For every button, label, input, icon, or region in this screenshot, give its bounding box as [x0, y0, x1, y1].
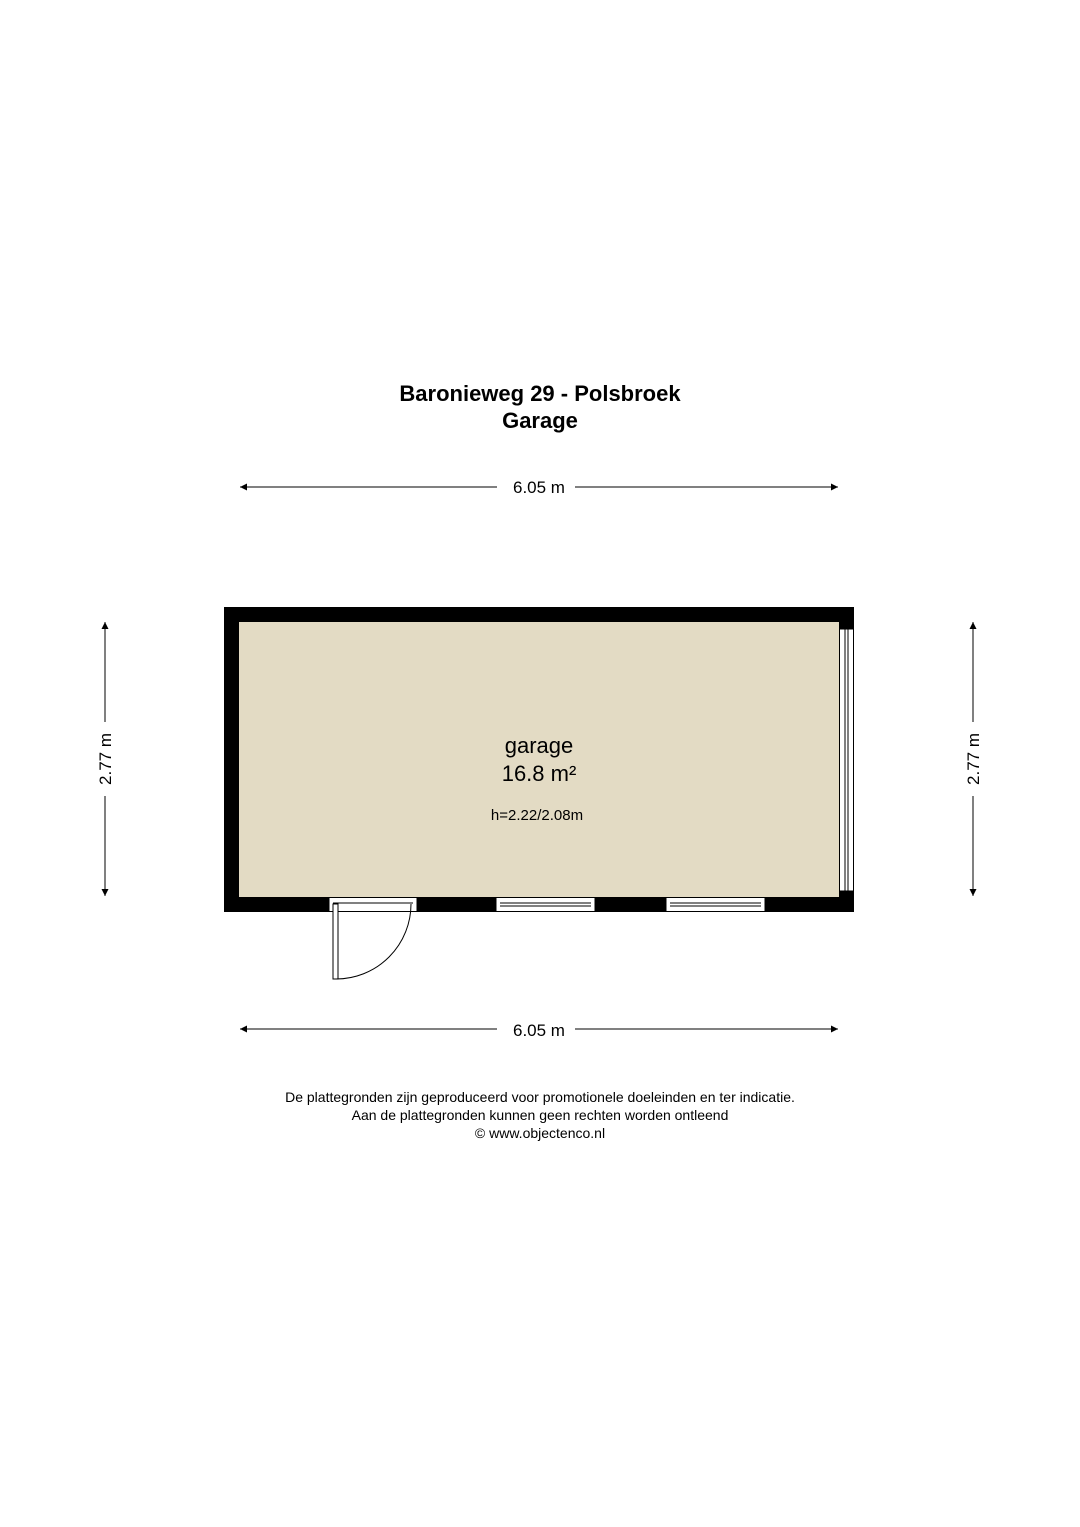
right-dimension	[964, 622, 983, 896]
left-dimension	[96, 622, 115, 896]
wall-bottom-4	[765, 897, 854, 912]
door	[329, 898, 417, 980]
disclaimer-line-2: Aan de plattegronden kunnen geen rechten worden ontleend	[351, 1107, 729, 1123]
top-dimension	[240, 478, 838, 497]
wall-bottom-3	[595, 897, 666, 912]
plan-title-address: Baronieweg 29 - Polsbroek	[399, 381, 681, 406]
window-bottom-2	[666, 898, 765, 912]
door-frame	[329, 898, 417, 912]
room-height: h=2.22/2.08m	[490, 807, 584, 824]
top-dimension-label: 6.05 m	[513, 478, 565, 497]
wall-right-top	[839, 607, 854, 629]
wall-bottom-1	[224, 897, 329, 912]
disclaimer-line-1: De plattegronden zijn geproduceerd voor promotionele doeleinden en ter indicatie.	[285, 1089, 795, 1105]
window-bottom-1	[496, 898, 595, 912]
room-area: 16.8 m²	[501, 761, 577, 786]
garage-floor	[238, 621, 840, 897]
copyright: © www.objectenco.nl	[474, 1125, 606, 1141]
plan-title-floor: Garage	[502, 408, 578, 433]
left-dimension-label: 2.77 m	[96, 733, 115, 785]
wall-top	[224, 607, 854, 622]
bottom-dimension	[240, 1021, 838, 1040]
wall-bottom-2	[417, 897, 496, 912]
wall-left	[224, 607, 239, 912]
right-dimension-label: 2.77 m	[964, 733, 983, 785]
room-name: garage	[504, 733, 574, 758]
bottom-dimension-label: 6.05 m	[513, 1021, 565, 1040]
door-leaf	[333, 904, 338, 979]
window-right	[840, 629, 854, 891]
disclaimer	[0, 1088, 1080, 1142]
door-swing-arc	[336, 904, 411, 979]
